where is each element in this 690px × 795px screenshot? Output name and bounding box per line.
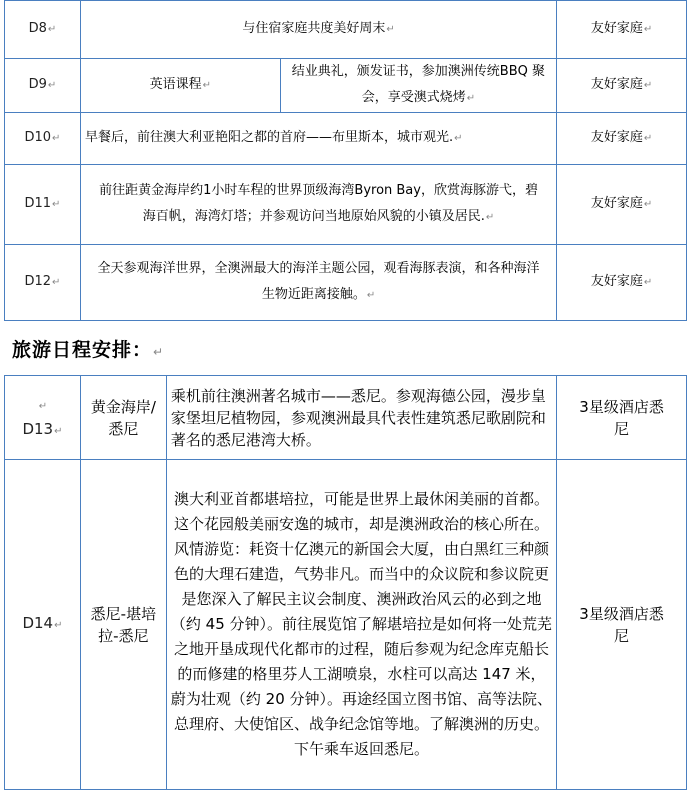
city-cell: 黄金海岸/悉尼 — [80, 376, 166, 460]
itinerary-table-2 — [4, 375, 687, 790]
table-row — [5, 1, 687, 59]
table-row — [5, 460, 687, 790]
table-row — [5, 245, 687, 321]
content-cell: 乘机前往澳洲著名城市——悉尼。参观海德公园，漫步皇家堡坦尼植物园，参观澳洲最具代表性建筑悉尼歌剧院和著名的悉尼港湾大桥。 — [166, 376, 556, 460]
day-cell: D14↵ — [5, 460, 81, 790]
section-title: 旅游日程安排：↵ — [12, 339, 165, 361]
content-cell: 与住宿家庭共度美好周末↵ — [80, 1, 556, 59]
lodging-cell: 友好家庭↵ — [557, 113, 687, 165]
content-cell: 前往距黄金海岸约1小时车程的世界顶级海湾Byron Bay，欣赏海豚游弋，碧海百帆，海湾灯塔；并参观访问当地原始风貌的小镇及居民.↵ — [80, 165, 556, 245]
day-cell: D12↵ — [5, 245, 81, 321]
table-row — [5, 165, 687, 245]
day-cell: D11↵ — [5, 165, 81, 245]
content-cell: 澳大利亚首都堪培拉，可能是世界上最休闲美丽的首都。这个花园般美丽安逸的城市，却是澳洲政治的核心所在。风情游览：耗资十亿澳元的新国会大厦，由白黑红三种颜色的大理石建造，气势非凡。而当中的众议院和参议院更是您深入了解民主议会制度、澳洲政治风云的必到之地（约 45 分钟）。前往展览馆了解堪培拉是如何将一处荒芜之地开垦成现代化都市的过程，随后参观为纪念库克船长的而修建的格里芬人工湖喷泉，水柱可以高达 147 米，蔚为壮观（约 20 分钟）。再途经国立图书馆、高等法院、总理府、大使馆区、战争纪念馆等地。了解澳洲的历史。下午乘车返回悉尼。 — [166, 460, 556, 790]
table-row — [5, 376, 687, 460]
table-row — [5, 113, 687, 165]
city-cell: 悉尼-堪培拉-悉尼 — [80, 460, 166, 790]
course-cell: 英语课程↵ — [80, 59, 280, 113]
lodging-cell: 3星级酒店悉尼 — [557, 460, 687, 790]
day-cell: D8↵ — [5, 1, 81, 59]
lodging-cell: 友好家庭↵ — [557, 59, 687, 113]
content-cell: 全天参观海洋世界，全澳洲最大的海洋主题公园，观看海豚表演，和各种海洋生物近距离接触。↵ — [80, 245, 556, 321]
day-cell: ↵ D13↵ — [5, 376, 81, 460]
lodging-cell: 友好家庭↵ — [557, 1, 687, 59]
day-cell: D10↵ — [5, 113, 81, 165]
itinerary-table-1 — [4, 0, 687, 321]
content-cell: 早餐后，前往澳大利亚艳阳之都的首府——布里斯本，城市观光.↵ — [80, 113, 556, 165]
lodging-cell: 友好家庭↵ — [557, 245, 687, 321]
day-cell: D9↵ — [5, 59, 81, 113]
lodging-cell: 友好家庭↵ — [557, 165, 687, 245]
content-cell: 结业典礼，颁发证书，参加澳洲传统BBQ 聚会，享受澳式烧烤↵ — [280, 59, 557, 113]
lodging-cell: 3星级酒店悉尼 — [557, 376, 687, 460]
table-row — [5, 59, 687, 113]
